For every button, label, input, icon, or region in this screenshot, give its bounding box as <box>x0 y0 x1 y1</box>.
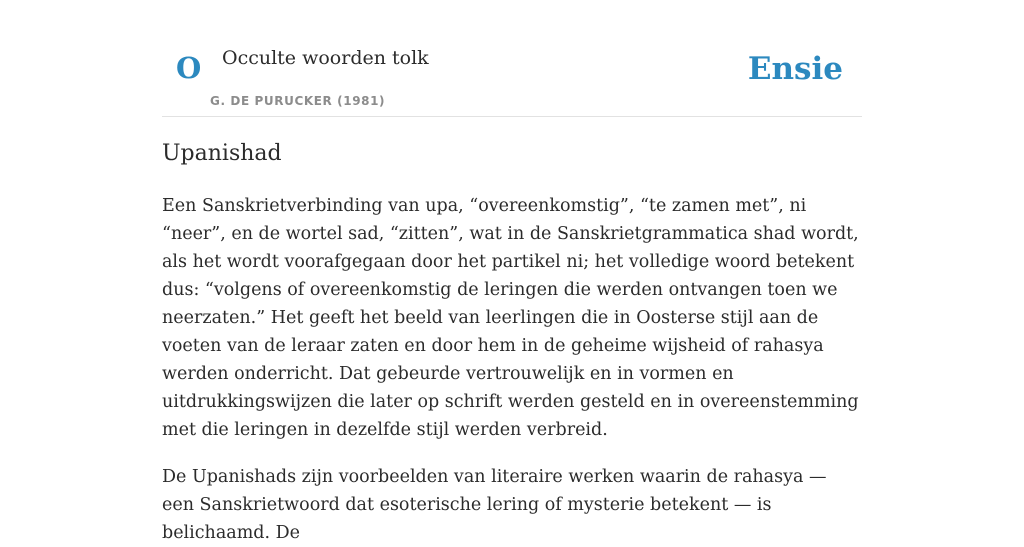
entry-article <box>162 136 862 547</box>
book-author: G. DE PURUCKER (1981) <box>210 94 386 108</box>
ensie-logo[interactable]: Ensie <box>747 51 843 87</box>
book-header <box>162 0 862 117</box>
book-title[interactable]: Occulte woorden tolk <box>222 47 429 69</box>
entry-title: Upanishad <box>162 141 282 166</box>
entry-paragraph: Een Sanskrietverbinding van upa, “overeenkomstig”, “te zamen met”, ni “neer”, en de wortel sad, “zitten”, wat in de Sanskrietgrammatica shad wordt, als het wordt voorafgegaan door het partikel ni; het volledige woord betekent dus: “volgens of overeenkomstig de leringen die werden ontvangen toen we neerzaten.” Het geeft het beeld van leerlingen die in Oosterse stijl aan de voeten van de leraar zaten en door hem in de geheime wijsheid of rahasya werden onderricht. Dat gebeurde vertrouwelijk en in vormen en uitdrukkingswijzen die later op schrift werden gesteld en in overeenstemming met die leringen in dezelfde stijl werden verbreid. <box>162 196 859 440</box>
entry-paragraph: De Upanishads zijn voorbeelden van literaire werken waarin de rahasya — een Sanskrietwoord dat esoterische lering of mysterie betekent — is belichaamd. De <box>162 467 827 543</box>
book-initial-icon[interactable]: O <box>176 51 202 85</box>
